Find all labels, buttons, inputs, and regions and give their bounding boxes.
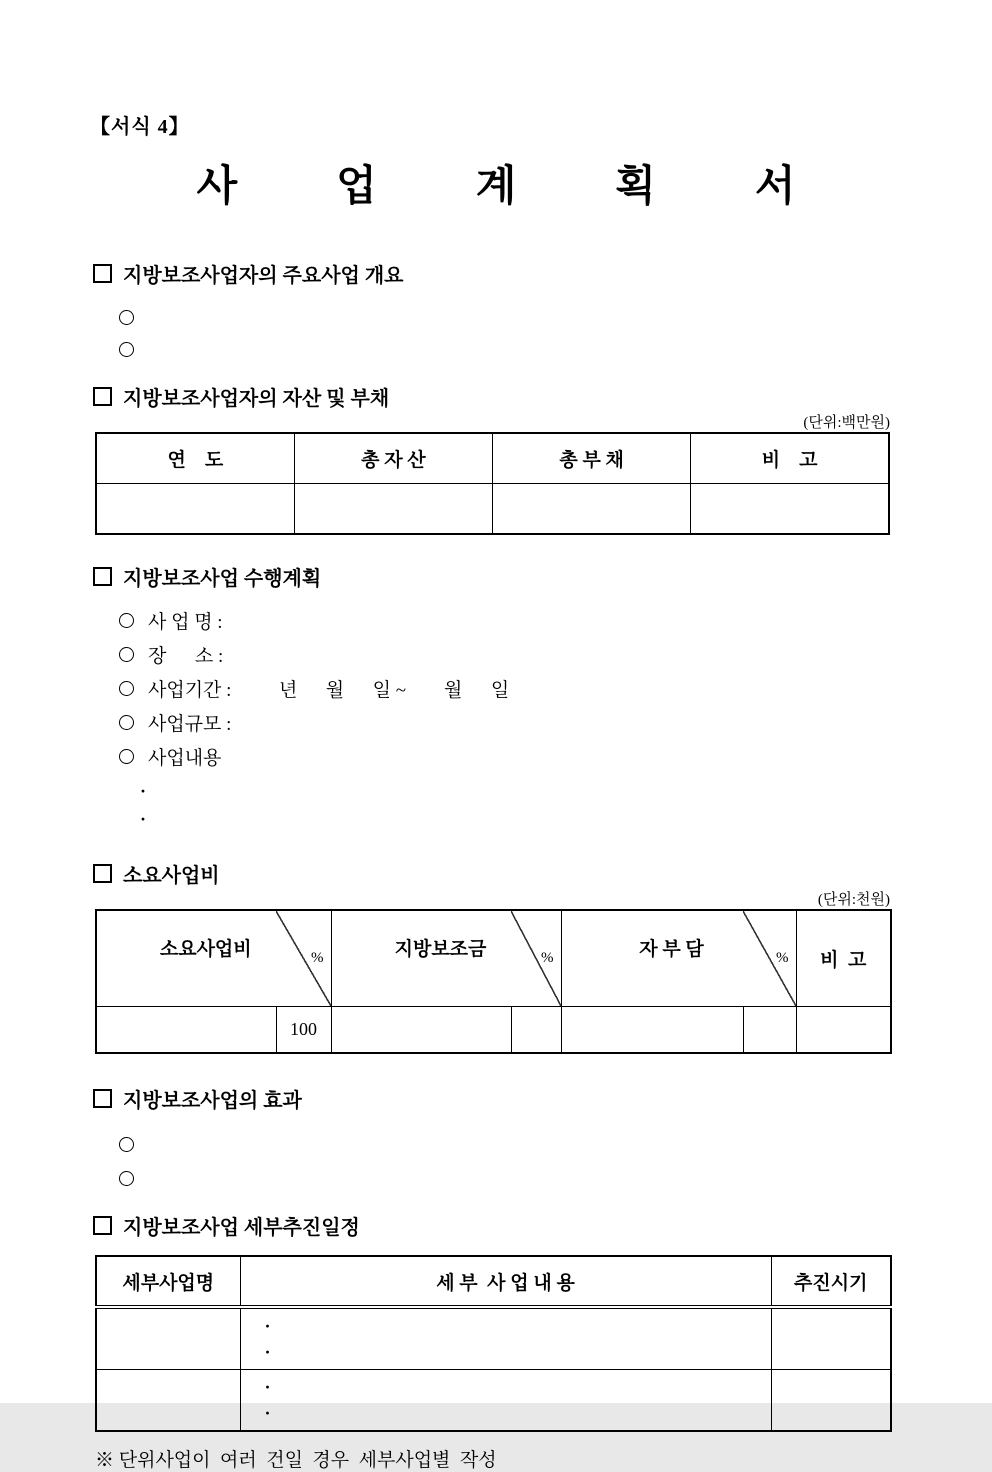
section-assets-title: 지방보조사업자의 자산 및 부채	[123, 388, 390, 410]
checkbox-square-icon	[93, 567, 112, 586]
circle-bullet-icon	[119, 681, 134, 696]
assets-cell-remark	[691, 484, 889, 535]
plan-item-content-text: 사업내용	[148, 747, 222, 769]
footnote: ※ 단위사업이 여러 건일 경우 세부사업별 작성	[95, 1450, 497, 1471]
budget-col-self-fund-label: 자 부 담	[639, 939, 704, 960]
budget-col-cost-label: 소요사업비	[159, 939, 252, 960]
circle-bullet-icon	[119, 613, 134, 628]
circle-bullet-icon	[119, 1137, 134, 1152]
diagonal-percent-cell	[743, 911, 796, 1006]
assets-table	[95, 432, 890, 535]
schedule-row-1-content	[240, 1307, 771, 1370]
assets-col-remark: 비 고	[691, 433, 889, 484]
percent-label: %	[541, 950, 554, 966]
budget-col-cost	[96, 910, 331, 1007]
form-code-label: 【서식 4】	[90, 116, 190, 138]
budget-cell-subsidy-pct	[511, 1007, 561, 1054]
plan-item-period-text: 사업기간 : 년 월 일 ~ 월 일	[148, 679, 510, 701]
checkbox-square-icon	[93, 1089, 112, 1108]
content-dot: ·	[264, 1377, 271, 1397]
section-overview-header	[93, 259, 992, 288]
budget-table	[95, 909, 892, 1054]
budget-header-row	[96, 910, 891, 1007]
checkbox-square-icon	[93, 1216, 112, 1235]
assets-col-year: 연 도	[96, 433, 294, 484]
circle-bullet-icon	[119, 715, 134, 730]
effect-bullet-2	[119, 1165, 992, 1191]
plan-item-scale	[119, 705, 992, 739]
assets-cell-total-assets	[294, 484, 492, 535]
schedule-row-2-content	[240, 1370, 771, 1432]
budget-data-row	[96, 1007, 891, 1054]
assets-col-total-liabilities: 총 부 채	[493, 433, 691, 484]
assets-cell-total-liabilities	[493, 484, 691, 535]
overview-bullet-2	[119, 336, 992, 362]
content-dot: ·	[264, 1342, 271, 1362]
schedule-header-row	[96, 1256, 891, 1307]
budget-col-subsidy-label: 지방보조금	[394, 939, 487, 960]
schedule-col-timing: 추진시기	[771, 1256, 891, 1307]
budget-cell-self-fund-pct	[743, 1007, 796, 1054]
circle-bullet-icon	[119, 1171, 134, 1186]
checkbox-square-icon	[93, 864, 112, 883]
budget-col-self-fund	[561, 910, 796, 1007]
plan-sub-dot-2: ·	[140, 809, 147, 829]
plan-item-content	[119, 739, 992, 773]
assets-col-total-assets: 총 자 산	[294, 433, 492, 484]
assets-cell-year	[96, 484, 294, 535]
section-effect-header	[93, 1084, 992, 1113]
budget-cell-cost-pct: 100	[276, 1007, 331, 1054]
plan-sub-dot-1: ·	[140, 781, 147, 801]
assets-data-row	[96, 484, 889, 535]
plan-item-name-text: 사 업 명 :	[148, 611, 223, 633]
section-overview-title: 지방보조사업자의 주요사업 개요	[123, 265, 404, 287]
section-plan-header	[93, 562, 992, 591]
content-dot: ·	[264, 1403, 271, 1423]
budget-cell-cost	[96, 1007, 276, 1054]
section-assets-header	[93, 382, 992, 411]
budget-cell-remark	[796, 1007, 891, 1054]
plan-item-place	[119, 637, 992, 671]
circle-bullet-icon	[119, 749, 134, 764]
section-effect-title: 지방보조사업의 효과	[123, 1090, 302, 1112]
plan-item-place-text: 장 소 :	[148, 645, 224, 667]
percent-label: %	[311, 950, 324, 966]
page-title: 사 업 계 획 서	[196, 164, 822, 210]
schedule-row-2-timing	[771, 1370, 891, 1432]
section-schedule-title: 지방보조사업 세부추진일정	[123, 1217, 360, 1239]
budget-cell-subsidy	[331, 1007, 511, 1054]
plan-item-name	[119, 603, 992, 637]
budget-unit-note: (단위:천원)	[817, 892, 890, 908]
circle-bullet-icon	[119, 647, 134, 662]
content-dot: ·	[264, 1316, 271, 1336]
checkbox-square-icon	[93, 387, 112, 406]
section-budget-header	[93, 859, 992, 888]
section-plan-title: 지방보조사업 수행계획	[123, 568, 322, 590]
circle-bullet-icon	[119, 342, 134, 357]
section-budget-title: 소요사업비	[123, 865, 220, 887]
schedule-col-content: 세 부 사 업 내 용	[240, 1256, 771, 1307]
schedule-col-subproject: 세부사업명	[96, 1256, 240, 1307]
effect-bullet-1	[119, 1131, 992, 1157]
overview-bullet-1	[119, 304, 992, 330]
section-schedule-header	[93, 1211, 992, 1240]
schedule-row-1-timing	[771, 1307, 891, 1370]
percent-label: %	[776, 950, 789, 966]
schedule-row-1	[96, 1307, 891, 1370]
schedule-table	[95, 1255, 892, 1432]
schedule-row-1-name	[96, 1307, 240, 1370]
schedule-row-2-name	[96, 1370, 240, 1432]
plan-item-scale-text: 사업규모 :	[148, 713, 232, 735]
assets-unit-note: (단위:백만원)	[803, 415, 890, 431]
assets-header-row	[96, 433, 889, 484]
budget-col-subsidy	[331, 910, 561, 1007]
budget-cell-self-fund	[561, 1007, 743, 1054]
circle-bullet-icon	[119, 310, 134, 325]
schedule-row-2	[96, 1370, 891, 1432]
budget-col-remark: 비 고	[796, 910, 891, 1007]
diagonal-percent-cell	[276, 911, 331, 1006]
diagonal-percent-cell	[511, 911, 561, 1006]
plan-item-period	[119, 671, 992, 705]
checkbox-square-icon	[93, 264, 112, 283]
